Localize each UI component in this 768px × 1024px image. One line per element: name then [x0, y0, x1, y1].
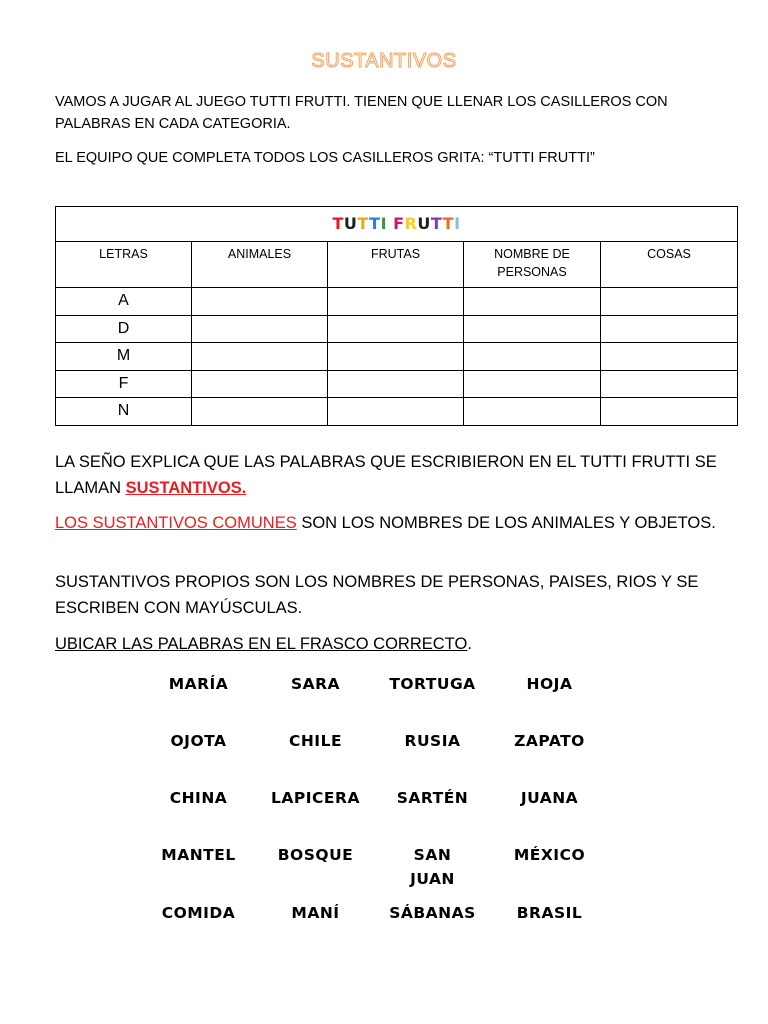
answer-cell[interactable] — [464, 288, 601, 316]
table-brand-cell — [56, 207, 738, 242]
task-instruction-underlined: UBICAR LAS PALABRAS EN EL FRASCO CORRECTO — [55, 635, 468, 653]
logo-letter: R — [404, 214, 418, 233]
tutti-frutti-logo — [332, 214, 460, 233]
letter-cell: A — [56, 288, 192, 316]
word-card[interactable]: TORTUGA — [389, 675, 476, 693]
letter-cell: M — [56, 343, 192, 371]
answer-cell[interactable] — [192, 315, 328, 343]
answer-cell[interactable] — [601, 370, 738, 398]
word-card[interactable]: COMIDA — [161, 904, 236, 922]
column-header: LETRAS — [56, 242, 192, 288]
logo-letter: T — [357, 214, 370, 233]
word-card[interactable]: BOSQUE — [277, 846, 354, 864]
answer-cell[interactable] — [601, 315, 738, 343]
intro-rule: EL EQUIPO QUE COMPLETA TODOS LOS CASILLEROS GRITA: “TUTTI FRUTTI” — [55, 150, 595, 166]
table-row — [56, 398, 738, 426]
answer-cell[interactable] — [192, 288, 328, 316]
column-header: COSAS — [601, 242, 738, 288]
word-card[interactable]: SARA — [290, 675, 341, 693]
answer-cell[interactable] — [601, 343, 738, 371]
common-nouns-paragraph — [55, 510, 735, 536]
answer-cell[interactable] — [192, 398, 328, 426]
word-card[interactable]: JUANA — [520, 789, 579, 807]
answer-cell[interactable] — [464, 343, 601, 371]
answer-cell[interactable] — [601, 288, 738, 316]
table-row — [56, 288, 738, 316]
table-row — [56, 315, 738, 343]
word-card[interactable]: MANTEL — [161, 846, 236, 864]
table-row — [56, 343, 738, 371]
task-instruction-period: . — [467, 635, 472, 653]
logo-letter: T — [332, 214, 344, 233]
answer-cell[interactable] — [328, 370, 464, 398]
answer-cell[interactable] — [328, 288, 464, 316]
word-card[interactable]: SÁBANAS — [389, 904, 476, 922]
word-card[interactable]: CHINA — [169, 789, 228, 807]
logo-letter: I — [454, 214, 461, 233]
answer-cell[interactable] — [328, 343, 464, 371]
common-nouns-highlight: LOS SUSTANTIVOS COMUNES — [55, 514, 297, 532]
word-card[interactable]: SARTÉN — [396, 789, 469, 807]
word-card[interactable]: MARÍA — [168, 675, 229, 693]
word-card[interactable]: MANÍ — [291, 904, 340, 922]
word-card[interactable]: SAN JUAN — [410, 846, 455, 888]
page-title: SUSTANTIVOS — [311, 50, 457, 72]
tutti-frutti-table — [55, 206, 738, 426]
explanation-text: LA SEÑO EXPLICA QUE LAS PALABRAS QUE ESCRIBIERON EN EL TUTTI FRUTTI SE LLAMAN — [55, 453, 717, 497]
word-card[interactable]: RUSIA — [404, 732, 461, 750]
letter-cell: N — [56, 398, 192, 426]
table-row — [56, 370, 738, 398]
answer-cell[interactable] — [601, 398, 738, 426]
word-card[interactable]: CHILE — [288, 732, 343, 750]
column-header: ANIMALES — [192, 242, 328, 288]
sustantivos-highlight: SUSTANTIVOS. — [125, 479, 247, 497]
answer-cell[interactable] — [464, 370, 601, 398]
word-card[interactable]: OJOTA — [170, 732, 227, 750]
task-instruction — [55, 631, 735, 657]
column-header: FRUTAS — [328, 242, 464, 288]
logo-letter: U — [343, 214, 358, 233]
explanation-paragraph — [55, 449, 735, 501]
proper-nouns-paragraph: SUSTANTIVOS PROPIOS SON LOS NOMBRES DE PERSONAS, PAISES, RIOS Y SE ESCRIBEN CON MAYÚSCULAS. — [55, 573, 699, 617]
word-card[interactable]: MÉXICO — [513, 846, 586, 864]
letter-cell: D — [56, 315, 192, 343]
logo-letter: I — [380, 214, 388, 233]
logo-letter: T — [430, 214, 443, 233]
table-header-row — [56, 242, 738, 288]
logo-letter: T — [442, 214, 455, 233]
logo-letter: U — [417, 214, 431, 233]
answer-cell[interactable] — [464, 398, 601, 426]
answer-cell[interactable] — [464, 315, 601, 343]
word-bank — [140, 672, 610, 941]
intro-instructions: VAMOS A JUGAR AL JUEGO TUTTI FRUTTI. TIENEN QUE LLENAR LOS CASILLEROS CON PALABRAS EN CADA CATEGORIA. — [55, 94, 668, 132]
logo-letter: T — [369, 214, 381, 233]
answer-cell[interactable] — [328, 398, 464, 426]
answer-cell[interactable] — [192, 370, 328, 398]
common-nouns-text: SON LOS NOMBRES DE LOS ANIMALES Y OBJETOS. — [296, 514, 716, 532]
word-card[interactable]: ZAPATO — [514, 732, 585, 750]
logo-letter: F — [393, 214, 405, 233]
word-card[interactable]: BRASIL — [516, 904, 583, 922]
word-card[interactable]: HOJA — [526, 675, 573, 693]
letter-cell: F — [56, 370, 192, 398]
answer-cell[interactable] — [192, 343, 328, 371]
word-card[interactable]: LAPICERA — [271, 789, 360, 807]
answer-cell[interactable] — [328, 315, 464, 343]
column-header: NOMBRE DE PERSONAS — [464, 242, 601, 288]
